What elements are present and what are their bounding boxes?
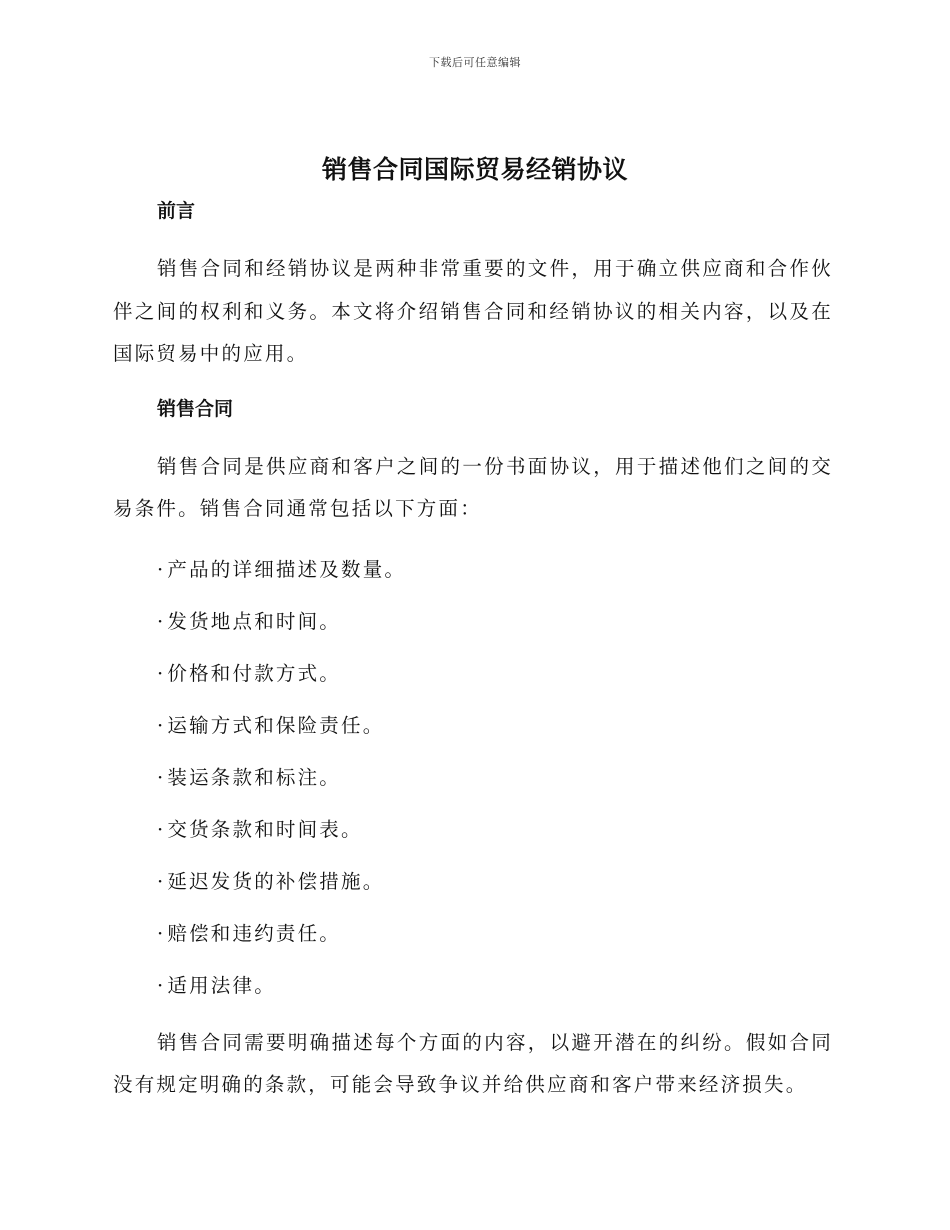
document-title: 销售合同国际贸易经销协议	[321, 155, 628, 184]
bullet-icon: ·	[157, 661, 166, 685]
header-note: 下载后可任意编辑	[429, 56, 521, 69]
list-item	[113, 817, 833, 843]
list-item	[113, 921, 833, 947]
list-item-text: 适用法律。	[167, 973, 276, 997]
bullet-icon: ·	[157, 817, 166, 841]
bullet-icon: ·	[157, 921, 166, 945]
list-item-text: 装运条款和标注。	[167, 765, 342, 789]
list-item-text: 发货地点和时间。	[167, 609, 342, 633]
list-item-text: 交货条款和时间表。	[167, 817, 363, 841]
list-item	[113, 661, 833, 687]
section-heading-sales-contract: 销售合同	[157, 397, 234, 420]
list-item	[113, 765, 833, 791]
contract-terms-list	[113, 557, 833, 999]
list-item-text: 价格和付款方式。	[167, 661, 342, 685]
sales-contract-intro: 销售合同是供应商和客户之间的一份书面协议，用于描述他们之间的交易条件。销售合同通常包括以下方面：	[113, 454, 833, 520]
bullet-icon: ·	[157, 973, 166, 997]
list-item	[113, 609, 833, 635]
bullet-icon: ·	[157, 869, 166, 893]
sales-contract-closing: 销售合同需要明确描述每个方面的内容，以避开潜在的纠纷。假如合同没有规定明确的条款，可能会导致争议并给供应商和客户带来经济损失。	[113, 1030, 833, 1096]
list-item	[113, 713, 833, 739]
list-item	[113, 973, 833, 999]
list-item	[113, 557, 833, 583]
bullet-icon: ·	[157, 609, 166, 633]
bullet-icon: ·	[157, 765, 166, 789]
bullet-icon: ·	[157, 713, 166, 737]
bullet-icon: ·	[157, 557, 166, 581]
list-item-text: 赔偿和违约责任。	[167, 921, 342, 945]
list-item-text: 延迟发货的补偿措施。	[167, 869, 385, 893]
list-item-text: 运输方式和保险责任。	[167, 713, 385, 737]
list-item	[113, 869, 833, 895]
list-item-text: 产品的详细描述及数量。	[167, 557, 407, 581]
section-heading-preface: 前言	[157, 200, 196, 222]
preface-paragraph: 销售合同和经销协议是两种非常重要的文件，用于确立供应商和合作伙伴之间的权利和义务。本文将介绍销售合同和经销协议的相关内容，以及在国际贸易中的应用。	[113, 257, 833, 365]
document-body	[113, 196, 833, 1107]
